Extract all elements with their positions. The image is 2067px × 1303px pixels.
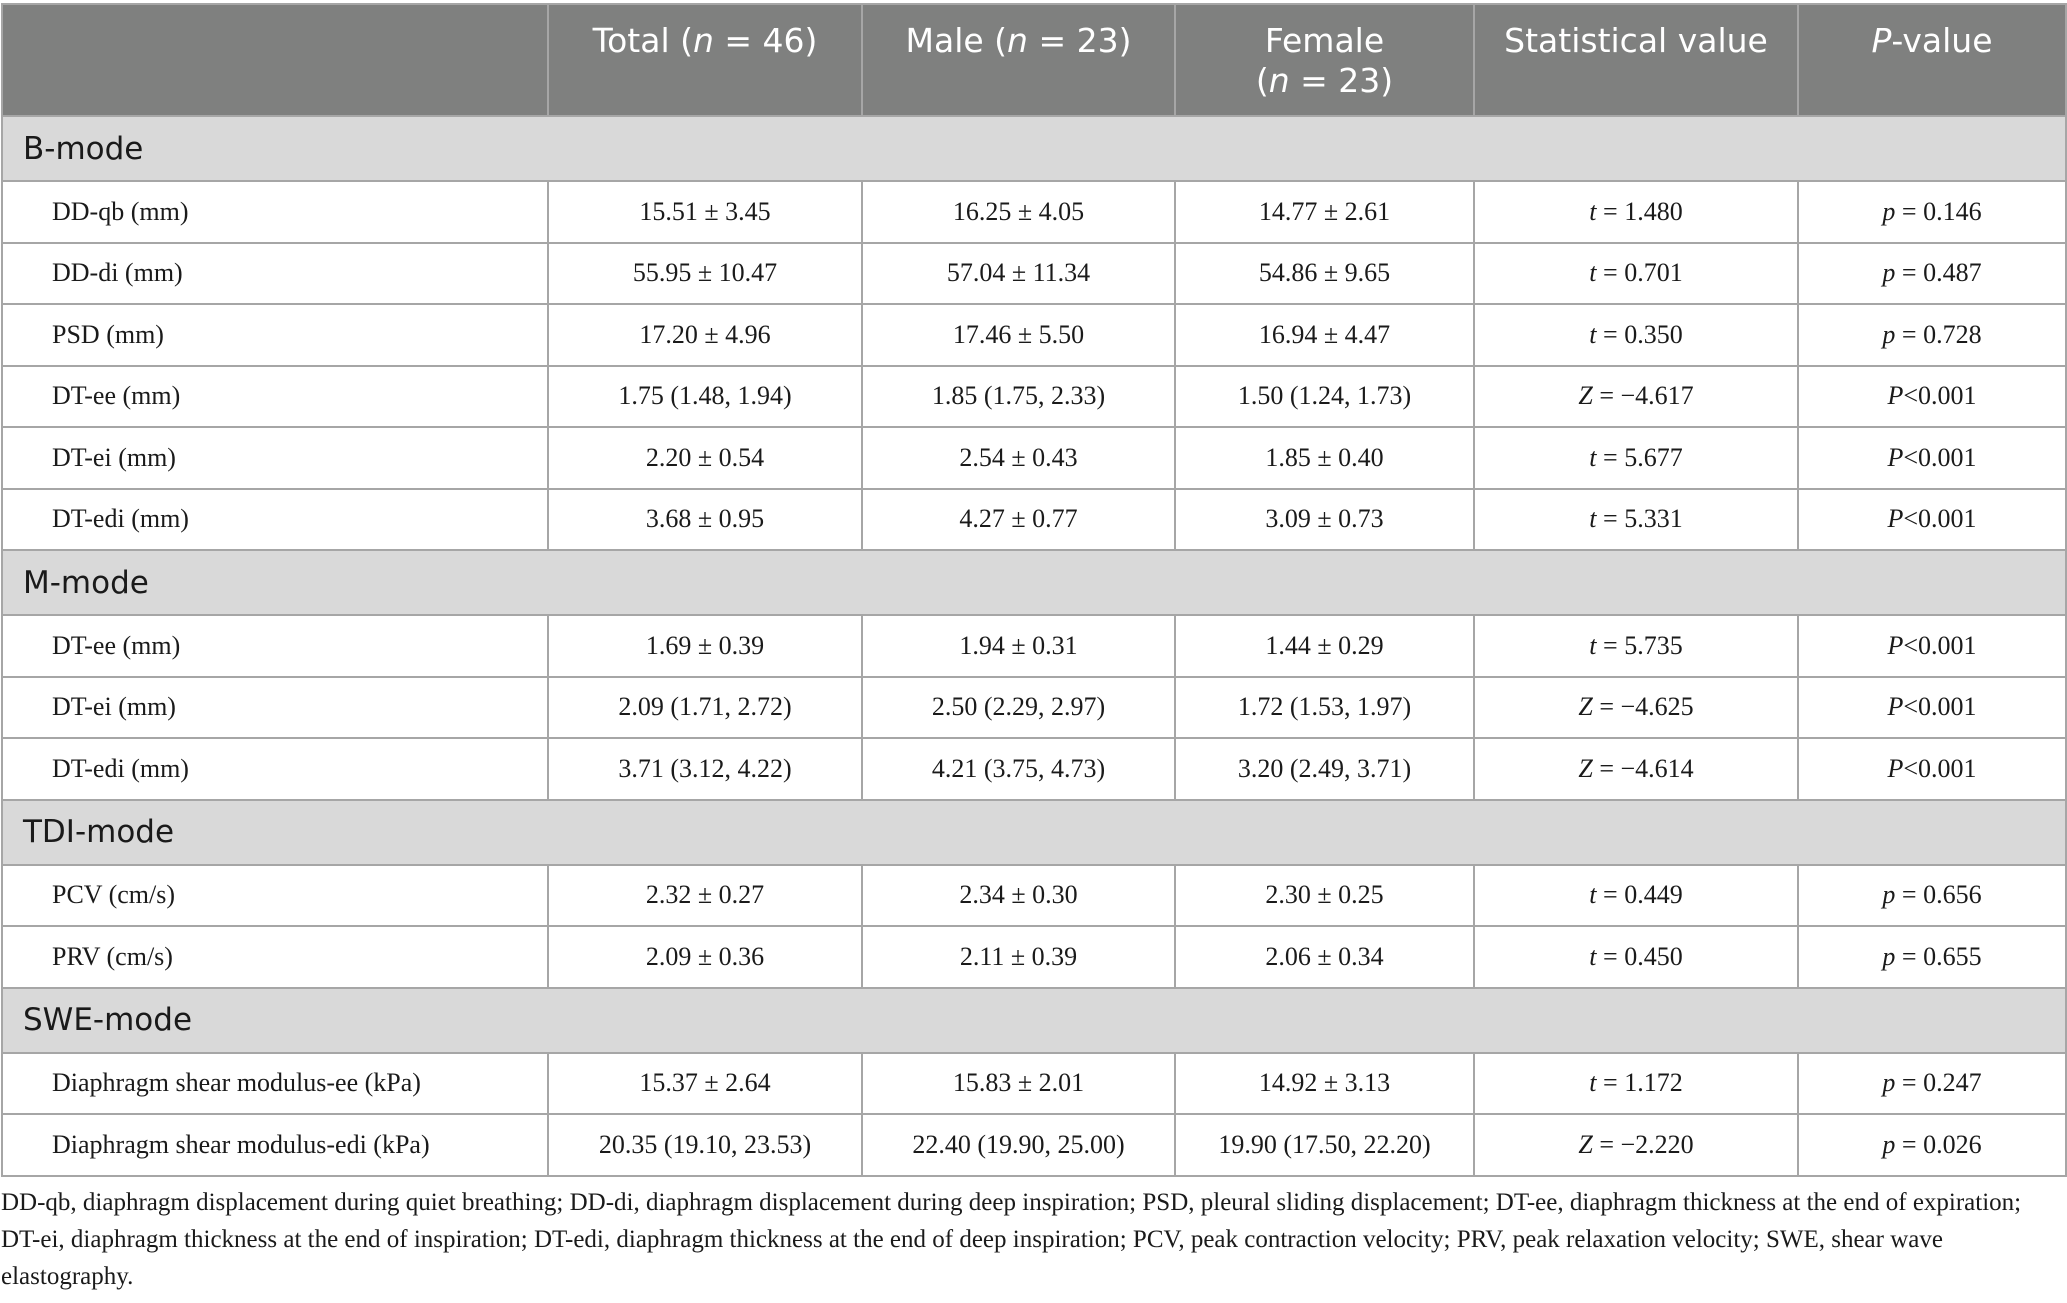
cell-statistic: [1474, 1053, 1798, 1115]
cell-male: 1.85 (1.75, 2.33): [862, 366, 1175, 428]
row-label: DD-di (mm): [2, 243, 548, 305]
section-row: [2, 988, 2066, 1053]
statistic-value: = −4.614: [1592, 753, 1694, 783]
section-row: [2, 550, 2066, 615]
column-header: [1175, 4, 1474, 116]
header-text: Female: [1264, 21, 1385, 60]
row-label: DD-qb (mm): [2, 181, 548, 243]
statistic-symbol: Z: [1578, 381, 1593, 411]
column-header: [548, 4, 862, 116]
cell-p-value: [1798, 738, 2066, 800]
column-header: [2, 4, 548, 116]
cell-total: 2.20 ± 0.54: [548, 427, 862, 489]
table-row: [2, 427, 2066, 489]
cell-statistic: [1474, 427, 1798, 489]
cell-p-value: [1798, 304, 2066, 366]
p-value: = 0.026: [1895, 1129, 1982, 1159]
statistic-value: = 0.449: [1596, 880, 1683, 910]
cell-male: 15.83 ± 2.01: [862, 1053, 1175, 1115]
section-title: B-mode: [2, 116, 2066, 181]
cell-female: 1.85 ± 0.40: [1175, 427, 1474, 489]
p-value: <0.001: [1903, 692, 1977, 722]
cell-total: 3.68 ± 0.95: [548, 489, 862, 551]
column-header: [1474, 4, 1798, 116]
cell-p-value: [1798, 615, 2066, 677]
p-symbol: p: [1882, 880, 1896, 910]
cell-female: 54.86 ± 9.65: [1175, 243, 1474, 305]
statistic-value: = 5.735: [1596, 630, 1683, 660]
section-row: [2, 116, 2066, 181]
section-title: SWE-mode: [2, 988, 2066, 1053]
table-row: [2, 926, 2066, 988]
p-value: <0.001: [1903, 381, 1977, 411]
table-row: [2, 738, 2066, 800]
header-text: Total (: [592, 21, 693, 60]
statistic-symbol: t: [1589, 319, 1597, 349]
cell-total: 55.95 ± 10.47: [548, 243, 862, 305]
cell-female: 1.44 ± 0.29: [1175, 615, 1474, 677]
table-row: [2, 865, 2066, 927]
p-symbol: p: [1882, 319, 1896, 349]
cell-p-value: [1798, 1053, 2066, 1115]
statistic-value: = −4.625: [1592, 692, 1694, 722]
table-body: [2, 116, 2066, 1176]
cell-male: 22.40 (19.90, 25.00): [862, 1114, 1175, 1176]
cell-statistic: [1474, 738, 1798, 800]
cell-total: 1.75 (1.48, 1.94): [548, 366, 862, 428]
statistic-value: = 0.701: [1596, 258, 1683, 288]
p-symbol: P: [1887, 692, 1904, 722]
cell-p-value: [1798, 427, 2066, 489]
cell-statistic: [1474, 677, 1798, 739]
statistic-symbol: Z: [1578, 1129, 1593, 1159]
p-value: <0.001: [1903, 630, 1977, 660]
cell-female: 1.50 (1.24, 1.73): [1175, 366, 1474, 428]
statistic-value: = 1.172: [1596, 1068, 1683, 1098]
cell-total: 3.71 (3.12, 4.22): [548, 738, 862, 800]
cell-total: 15.37 ± 2.64: [548, 1053, 862, 1115]
statistic-symbol: t: [1589, 442, 1597, 472]
statistic-symbol: Z: [1578, 692, 1593, 722]
table-row: [2, 489, 2066, 551]
cell-male: 2.50 (2.29, 2.97): [862, 677, 1175, 739]
header-text: Male (: [905, 21, 1008, 60]
cell-male: 2.11 ± 0.39: [862, 926, 1175, 988]
p-symbol: P: [1887, 504, 1904, 534]
header-italic: P: [1871, 21, 1892, 60]
p-symbol: p: [1882, 1129, 1896, 1159]
p-value: = 0.655: [1895, 941, 1982, 971]
header-row: [2, 4, 2066, 116]
cell-male: 57.04 ± 11.34: [862, 243, 1175, 305]
table-row: [2, 366, 2066, 428]
statistic-symbol: t: [1589, 941, 1597, 971]
cell-male: 2.54 ± 0.43: [862, 427, 1175, 489]
cell-total: 2.09 (1.71, 2.72): [548, 677, 862, 739]
row-label: PCV (cm/s): [2, 865, 548, 927]
statistic-value: = −2.220: [1592, 1129, 1694, 1159]
statistic-symbol: t: [1589, 504, 1597, 534]
statistic-symbol: t: [1589, 880, 1597, 910]
header-text: -value: [1891, 21, 1993, 60]
row-label: DT-edi (mm): [2, 738, 548, 800]
table-row: [2, 304, 2066, 366]
cell-p-value: [1798, 1114, 2066, 1176]
section-title: TDI-mode: [2, 800, 2066, 865]
table-row: [2, 181, 2066, 243]
section-title: M-mode: [2, 550, 2066, 615]
table-header: [2, 4, 2066, 116]
statistic-value: = 5.677: [1596, 442, 1683, 472]
header-line2: (n = 23): [1255, 61, 1394, 100]
statistic-symbol: Z: [1578, 753, 1593, 783]
row-label: DT-ei (mm): [2, 427, 548, 489]
row-label: Diaphragm shear modulus-ee (kPa): [2, 1053, 548, 1115]
cell-p-value: [1798, 366, 2066, 428]
cell-p-value: [1798, 677, 2066, 739]
row-label: DT-ei (mm): [2, 677, 548, 739]
section-row: [2, 800, 2066, 865]
cell-female: 14.92 ± 3.13: [1175, 1053, 1474, 1115]
p-symbol: P: [1887, 630, 1904, 660]
table-row: [2, 1053, 2066, 1115]
cell-female: 19.90 (17.50, 22.20): [1175, 1114, 1474, 1176]
p-symbol: p: [1882, 258, 1896, 288]
statistic-value: = 0.450: [1596, 941, 1683, 971]
p-value: <0.001: [1903, 753, 1977, 783]
cell-statistic: [1474, 304, 1798, 366]
cell-female: 2.06 ± 0.34: [1175, 926, 1474, 988]
cell-p-value: [1798, 243, 2066, 305]
p-symbol: P: [1887, 753, 1904, 783]
p-symbol: p: [1882, 1068, 1896, 1098]
cell-male: 1.94 ± 0.31: [862, 615, 1175, 677]
cell-female: 16.94 ± 4.47: [1175, 304, 1474, 366]
cell-statistic: [1474, 1114, 1798, 1176]
statistic-symbol: t: [1589, 258, 1597, 288]
cell-female: 2.30 ± 0.25: [1175, 865, 1474, 927]
p-value: = 0.487: [1895, 258, 1982, 288]
cell-female: 14.77 ± 2.61: [1175, 181, 1474, 243]
table-footnote: DD-qb, diaphragm displacement during quiet breathing; DD-di, diaphragm displacement during deep inspiration; PSD, pleural sliding displacement; DT-ee, diaphragm thickness at the end of expiration; DT-ei, diaphragm thickness at the end of inspiration; DT-edi, diaphragm thickness at the end of deep inspiration; PCV, peak contraction velocity; PRV, peak relaxation velocity; SWE, shear wave elastography.: [1, 1189, 2022, 1290]
row-label: DT-ee (mm): [2, 615, 548, 677]
cell-female: 3.20 (2.49, 3.71): [1175, 738, 1474, 800]
header-text: = 46): [713, 21, 818, 60]
column-header: [862, 4, 1175, 116]
statistic-value: = 5.331: [1596, 504, 1683, 534]
p-value: = 0.728: [1895, 319, 1982, 349]
cell-total: 15.51 ± 3.45: [548, 181, 862, 243]
cell-p-value: [1798, 926, 2066, 988]
cell-statistic: [1474, 243, 1798, 305]
cell-statistic: [1474, 926, 1798, 988]
cell-p-value: [1798, 181, 2066, 243]
cell-male: 4.27 ± 0.77: [862, 489, 1175, 551]
statistic-value: = 0.350: [1596, 319, 1683, 349]
cell-total: 2.32 ± 0.27: [548, 865, 862, 927]
cell-female: 3.09 ± 0.73: [1175, 489, 1474, 551]
cell-total: 2.09 ± 0.36: [548, 926, 862, 988]
p-symbol: p: [1882, 196, 1896, 226]
p-value: <0.001: [1903, 442, 1977, 472]
cell-male: 17.46 ± 5.50: [862, 304, 1175, 366]
cell-p-value: [1798, 489, 2066, 551]
header-text: Statistical value: [1504, 21, 1768, 60]
cell-statistic: [1474, 181, 1798, 243]
cell-total: 20.35 (19.10, 23.53): [548, 1114, 862, 1176]
row-label: DT-edi (mm): [2, 489, 548, 551]
cell-male: 2.34 ± 0.30: [862, 865, 1175, 927]
results-table: [1, 3, 2067, 1177]
row-label: PSD (mm): [2, 304, 548, 366]
row-label: DT-ee (mm): [2, 366, 548, 428]
table-row: [2, 615, 2066, 677]
cell-female: 1.72 (1.53, 1.97): [1175, 677, 1474, 739]
row-label: PRV (cm/s): [2, 926, 548, 988]
cell-male: 4.21 (3.75, 4.73): [862, 738, 1175, 800]
row-label: Diaphragm shear modulus-edi (kPa): [2, 1114, 548, 1176]
cell-statistic: [1474, 489, 1798, 551]
column-header: [1798, 4, 2066, 116]
cell-statistic: [1474, 865, 1798, 927]
header-italic: n: [1007, 21, 1028, 60]
header-text: = 23): [1027, 21, 1132, 60]
p-value: = 0.656: [1895, 880, 1982, 910]
table-row: [2, 243, 2066, 305]
statistic-symbol: t: [1589, 1068, 1597, 1098]
statistic-symbol: t: [1589, 630, 1597, 660]
statistic-value: = −4.617: [1592, 381, 1694, 411]
statistic-value: = 1.480: [1596, 196, 1683, 226]
cell-male: 16.25 ± 4.05: [862, 181, 1175, 243]
statistic-symbol: t: [1589, 196, 1597, 226]
p-value: = 0.247: [1895, 1068, 1982, 1098]
p-symbol: p: [1882, 941, 1896, 971]
cell-statistic: [1474, 366, 1798, 428]
cell-p-value: [1798, 865, 2066, 927]
table-row: [2, 1114, 2066, 1176]
table-row: [2, 677, 2066, 739]
p-symbol: P: [1887, 381, 1904, 411]
p-value: = 0.146: [1895, 196, 1982, 226]
cell-total: 17.20 ± 4.96: [548, 304, 862, 366]
cell-statistic: [1474, 615, 1798, 677]
cell-total: 1.69 ± 0.39: [548, 615, 862, 677]
results-table-container: [1, 3, 2065, 1177]
p-symbol: P: [1887, 442, 1904, 472]
p-value: <0.001: [1903, 504, 1977, 534]
header-italic: n: [693, 21, 714, 60]
